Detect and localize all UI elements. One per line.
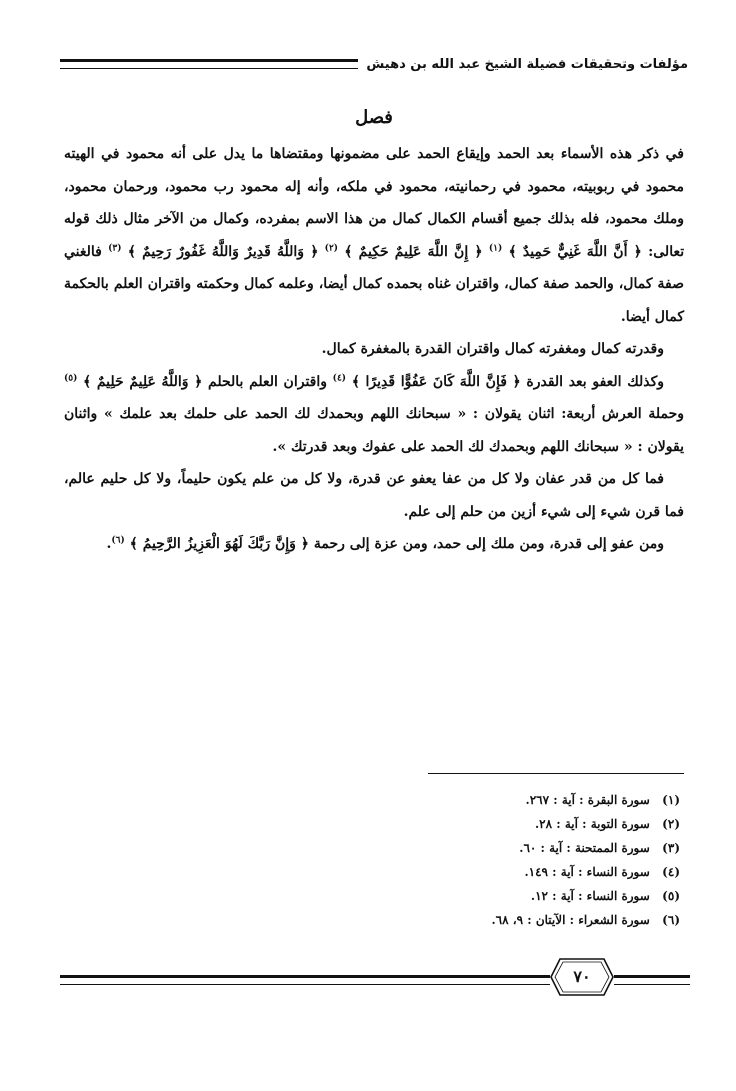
section-title: فصل: [355, 107, 393, 128]
footnote-item: [280, 836, 680, 860]
footnote-text: سورة النساء : آية : ١٢.: [530, 889, 650, 903]
quran-verse-5: ﴿ وَاللَّهُ عَلِيمٌ حَلِيمٌ ﴾: [83, 373, 203, 390]
quran-verse-2: ﴿ إِنَّ اللَّهَ عَلِيمٌ حَكِيمٌ ﴾: [344, 243, 483, 260]
paragraph-3-text-c: وحملة العرش أربعة: اثنان يقولان : « سبحانك اللهم وبحمدك لك الحمد على حلمك بعد علمك » واثنان يقولان : « سبحانك اللهم وبحمدك لك الحمد على عفوك وبعد قدرتك ».: [64, 406, 684, 455]
paragraph-1-text: في ذكر هذه الأسماء بعد الحمد وإيقاع الحمد على مضمونها ومقتضاها ما يدل على أنه محمود في الهيته محمود في ربوبيته، محمود في رحمانيته، محمود في ملكه، وأنه إله محمود رب محمود، ورحمان محمود، وملك محمود، فله بذلك جميع أقسام الكمال كمال من هذا الاسم بمفرده، وكمال من الآخر مثال ذلك قوله تعالى:: [64, 146, 685, 260]
paragraph-3: [64, 366, 684, 464]
paragraph-5: [64, 528, 684, 561]
footnote-number: (٣): [662, 841, 680, 855]
header-rule: [60, 59, 358, 69]
footnote-item: [280, 884, 680, 908]
paragraph-5-text: ومن عفو إلى قدرة، ومن ملك إلى حمد، ومن عزة إلى رحمة: [313, 536, 664, 552]
footnote-ref-1: (١): [488, 242, 503, 253]
paragraph-3-text-a: وكذلك العفو بعد القدرة: [526, 373, 665, 390]
footnote-item: [280, 908, 680, 932]
page-footer: [60, 960, 690, 1000]
quran-verse-1: ﴿ أَنَّ اللَّهَ غَنِيٌّ حَمِيدٌ ﴾: [508, 243, 642, 260]
footnote-number: (١): [662, 793, 680, 807]
footnote-text: سورة النساء : آية : ١٤٩.: [524, 865, 650, 879]
footnote-text: سورة التوبة : آية : ٢٨.: [534, 817, 650, 831]
running-header: [60, 52, 688, 76]
header-title: مؤلفات وتحقيقات فضيلة الشيخ عبد الله بن دهيش: [366, 56, 688, 72]
footnote-number: (٤): [662, 865, 680, 879]
paragraph-1: [64, 138, 684, 333]
quran-verse-6: ﴿ وَإِنَّ رَبَّكَ لَهُوَ الْعَزِيزُ الرَّحِيمُ ﴾: [129, 536, 309, 552]
main-text: [64, 102, 684, 561]
paragraph-1-end: فالغني صفة كمال، والحمد صفة كمال، واقتران غناه بحمده كمال أيضا، وعلمه كمال وحكمته واقتران العلم بالحكمة كمال أيضا.: [64, 243, 685, 325]
footnote-number: (٦): [662, 913, 680, 927]
footnote-ref-5: (٥): [64, 372, 78, 383]
page-number: ٧٠: [573, 967, 591, 986]
footnote-text: سورة الممتحنة : آية : ٦٠.: [519, 841, 650, 855]
paragraph-5-end: .: [106, 536, 112, 552]
footnote-ref-2: (٢): [324, 242, 339, 253]
footnote-item: [280, 860, 680, 884]
footnote-item: [280, 788, 680, 812]
footnotes: [280, 788, 680, 932]
footnote-ref-4: (٤): [332, 372, 347, 383]
paragraph-2: وقدرته كمال ومغفرته كمال واقتران القدرة بالمغفرة كمال.: [321, 341, 664, 357]
footnote-separator: [428, 773, 684, 774]
footnote-ref-3: (٣): [108, 242, 122, 253]
footnote-ref-6: (٦): [111, 535, 125, 546]
quran-verse-4: ﴿ فَإِنَّ اللَّهَ كَانَ عَفُوًّا قَدِيرًا ﴾: [351, 373, 521, 390]
footnote-number: (٥): [662, 889, 680, 903]
footnote-item: [280, 812, 680, 836]
paragraph-4: فما كل من قدر عفان ولا كل من عفا يعفو عن قدرة، ولا كل من علم يكون حليماً، ولا كل حليم عالم، فما قرن شيء إلى شيء أزين من حلم إلى علم.: [64, 471, 684, 520]
page-number-badge: [550, 958, 614, 996]
quran-verse-3: ﴿ وَاللَّهُ قَدِيرٌ وَاللَّهُ غَفُورٌ رَحِيمٌ ﴾: [127, 243, 319, 260]
paragraph-3-text-b: واقتران العلم بالحلم: [208, 373, 328, 390]
footnote-number: (٢): [662, 817, 680, 831]
footnote-text: سورة الشعراء : الآيتان : ٩، ٦٨.: [491, 913, 650, 927]
footnote-text: سورة البقرة : آية : ٢٦٧.: [525, 793, 650, 807]
